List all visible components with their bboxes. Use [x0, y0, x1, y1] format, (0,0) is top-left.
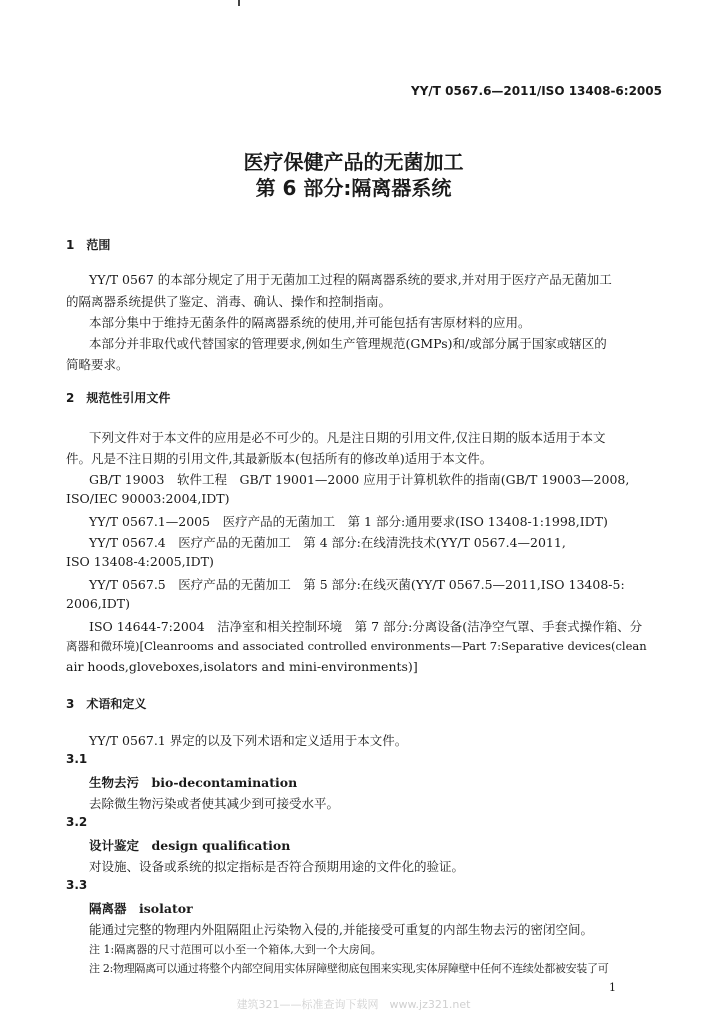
paragraph-line: 件。凡是不注日期的引用文件,其最新版本(包括所有的修改单)适用于本文件。 — [66, 451, 493, 466]
paragraph-line: 简略要求。 — [66, 357, 129, 372]
scan-mark — [238, 0, 240, 6]
reference-entry: GB/T 19003 软件工程 GB/T 19001—2000 应用于计算机软件的指南(GB/T 19003—2008, — [89, 472, 630, 487]
term-definition: 去除微生物污染或者使其减少到可接受水平。 — [89, 796, 340, 811]
note: 注 2:物理隔离可以通过将整个内部空间用实体屏障壁彻底包围来实现,实体屏障壁中任何不连续处都被安装了可 — [89, 962, 609, 975]
term-name: 隔离器 isolator — [89, 901, 193, 916]
reference-entry-cont: 2006,IDT) — [66, 596, 130, 611]
section-heading-normative-references: 2 规范性引用文件 — [66, 391, 171, 405]
paragraph-line: 的隔离器系统提供了鉴定、消毒、确认、操作和控制指南。 — [66, 294, 392, 309]
term-number: 3.2 — [66, 815, 88, 829]
reference-entry: YY/T 0567.1—2005 医疗产品的无菌加工 第 1 部分:通用要求(ISO 13408-1:1998,IDT) — [89, 514, 608, 529]
reference-entry-cont: ISO/IEC 90003:2004,IDT) — [66, 491, 230, 506]
term-definition: 能通过完整的物理内外阻隔阻止污染物入侵的,并能接受可重复的内部生物去污的密闭空间。 — [89, 922, 593, 937]
term-number: 3.1 — [66, 752, 88, 766]
reference-entry: ISO 14644-7:2004 洁净室和相关控制环境 第 7 部分:分离设备(洁净空气罩、手套式操作箱、分 — [89, 619, 643, 634]
watermark: 建筑321——标准查询下载网 www.jz321.net — [236, 998, 471, 1011]
section-heading-scope: 1 范围 — [66, 238, 111, 252]
reference-entry: YY/T 0567.4 医疗产品的无菌加工 第 4 部分:在线清洗技术(YY/T 0567.4—2011, — [89, 535, 566, 550]
term-definition: 对设施、设备或系统的拟定指标是否符合预期用途的文件化的验证。 — [89, 859, 465, 874]
paragraph-line: YY/T 0567.1 界定的以及下列术语和定义适用于本文件。 — [89, 733, 408, 748]
paragraph-line: YY/T 0567 的本部分规定了用于无菌加工过程的隔离器系统的要求,并对用于医疗产品无菌加工 — [89, 272, 612, 287]
term-name: 生物去污 bio-decontamination — [89, 775, 298, 790]
term-number: 3.3 — [66, 878, 88, 892]
reference-entry: YY/T 0567.5 医疗产品的无菌加工 第 5 部分:在线灭菌(YY/T 0567.5—2011,ISO 13408-5: — [89, 577, 625, 592]
reference-entry-cont: ISO 13408-4:2005,IDT) — [66, 554, 214, 569]
paragraph-line: 本部分集中于维持无菌条件的隔离器系统的使用,并可能包括有害原材料的应用。 — [89, 315, 531, 330]
paragraph-line: 本部分并非取代或代替国家的管理要求,例如生产管理规范(GMPs)和/或部分属于国家或辖区的 — [89, 336, 607, 351]
section-heading-terms: 3 术语和定义 — [66, 697, 147, 711]
page-number: 1 — [609, 981, 616, 994]
reference-entry-cont: air hoods,gloveboxes,isolators and mini-environments)] — [66, 659, 418, 674]
document-title: 医疗保健产品的无菌加工 — [243, 150, 464, 174]
note: 注 1:隔离器的尺寸范围可以小至一个箱体,大到一个大房间。 — [89, 943, 382, 956]
term-name: 设计鉴定 design qualification — [89, 838, 291, 853]
document-subtitle: 第 6 部分:隔离器系统 — [255, 176, 452, 200]
reference-entry-cont: 离器和微环境)[Cleanrooms and associated controlled environments—Part 7:Separative devices(clean — [66, 639, 647, 653]
paragraph-line: 下列文件对于本文件的应用是必不可少的。凡是注日期的引用文件,仅注日期的版本适用于本文 — [89, 430, 606, 445]
standard-number: YY/T 0567.6—2011/ISO 13408-6:2005 — [411, 84, 662, 98]
